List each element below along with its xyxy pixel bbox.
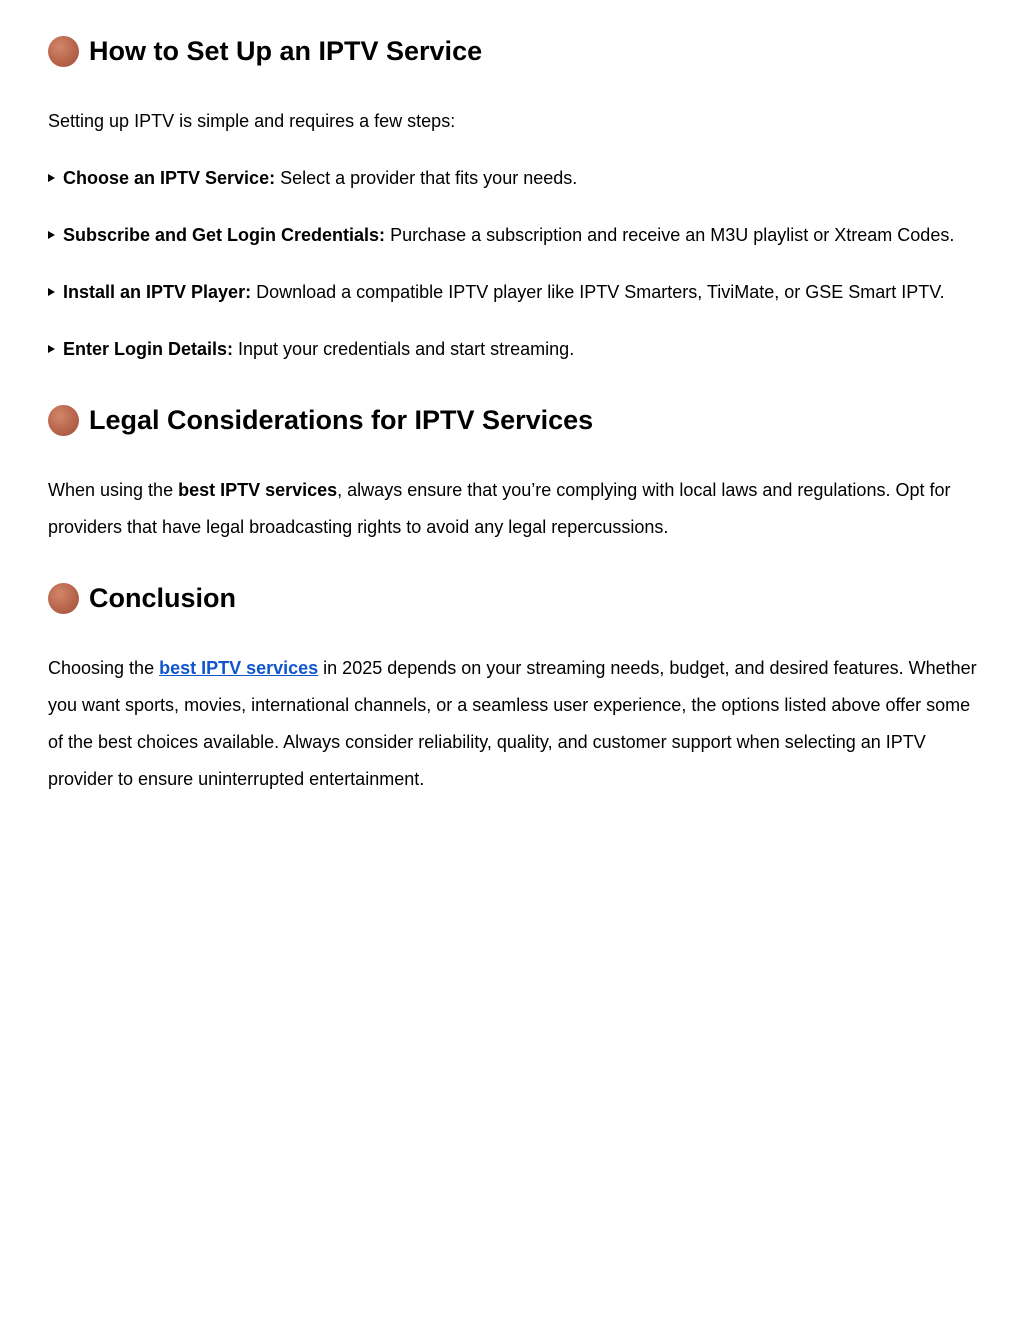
bullet-triangle-icon [48,345,55,353]
step-label: Choose an IPTV Service: [63,168,276,188]
conclusion-paragraph [48,650,988,798]
step-label: Enter Login Details: [63,339,234,359]
legal-paragraph [48,472,988,546]
bullet-triangle-icon [48,174,55,182]
setup-step [48,336,574,362]
brown-circle-icon [48,583,79,614]
step-text: Select a provider that fits your needs. [275,168,578,188]
conclusion-text-before: Choosing the [48,658,160,678]
section-heading-conclusion [48,583,236,614]
section-heading-legal [48,405,593,436]
conclusion-text-after: in 2025 depends on your streaming needs, budget, and desired features. Whether you want sports, movies, international channels, or a seamless user experience, the options listed above offer some of the best choices available. Always consider reliability, quality, and customer support when selecting an IPTV provider to ensure uninterrupted entertainment. [48,658,977,789]
step-text: Download a compatible IPTV player like IPTV Smarters, TiviMate, or GSE Smart IPTV. [251,282,945,302]
brown-circle-icon [48,36,79,67]
bullet-triangle-icon [48,288,55,296]
step-text: Purchase a subscription and receive an M3U playlist or Xtream Codes. [385,225,955,245]
setup-step [48,279,945,305]
step-label: Subscribe and Get Login Credentials: [63,225,386,245]
bullet-triangle-icon [48,231,55,239]
step-label: Install an IPTV Player: [63,282,252,302]
step-text: Input your credentials and start streaming. [233,339,575,359]
legal-text-before: When using the [48,480,179,500]
section-heading-text: Legal Considerations for IPTV Services [89,405,594,435]
section-heading-setup [48,36,482,67]
setup-step [48,165,577,191]
best-iptv-services-link[interactable]: best IPTV services [159,658,319,678]
brown-circle-icon [48,405,79,436]
legal-bold-phrase: best IPTV services [178,480,338,500]
setup-intro-text: Setting up IPTV is simple and requires a few steps: [48,111,456,131]
setup-step [48,222,954,248]
section-heading-text: Conclusion [89,583,236,613]
section-heading-text: How to Set Up an IPTV Service [89,36,483,66]
legal-text-after: , always ensure that you’re complying with local laws and regulations. Opt for providers that have legal broadcasting rights to avoid any legal repercussions. [48,480,951,537]
